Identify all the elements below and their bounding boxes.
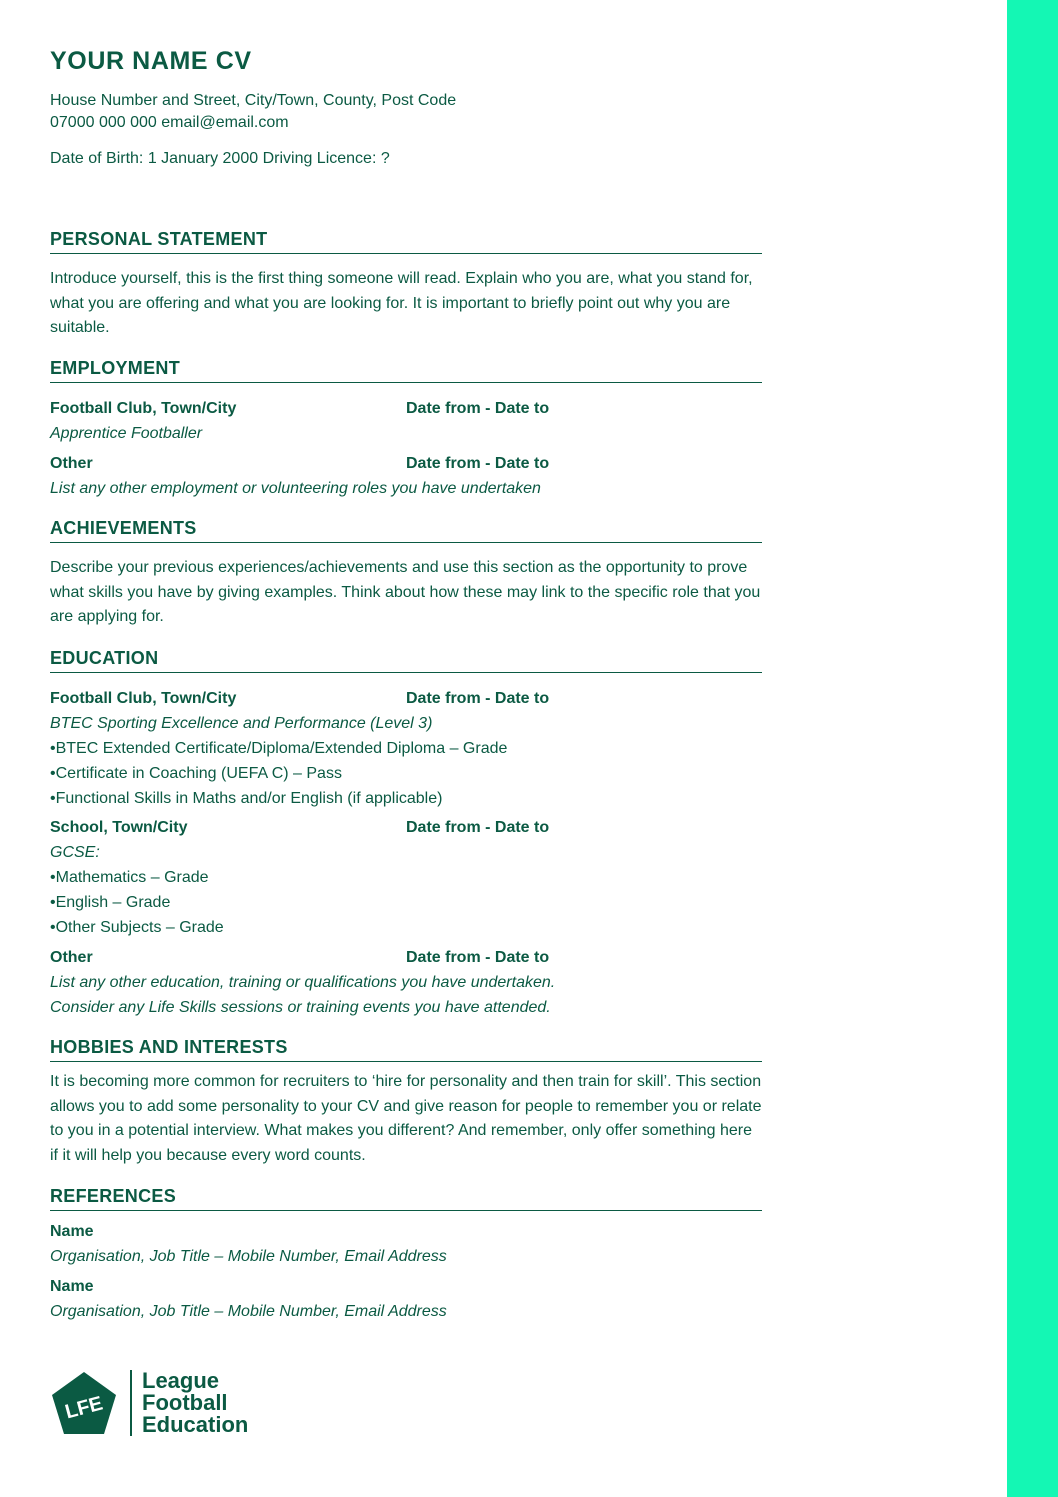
reference-name: Name [50,1223,94,1240]
entry-organisation: Football Club, Town/City [50,690,237,707]
section-heading-education: EDUCATION [50,647,762,673]
entry-dates: Date from - Date to [406,400,550,417]
personal-statement-text: Introduce yourself, this is the first thing someone will read. Explain who you are, what you stand for, what you are offering and what you are looking for. It is important to briefly point out why you are suitable. [50,270,753,336]
section-heading-hobbies: HOBBIES AND INTERESTS [50,1036,762,1062]
entry-description: Consider any Life Skills sessions or training events you have attended. [50,999,551,1016]
logo-line: Education [142,1412,249,1437]
list-item: • Functional Skills in Maths and/or English (if applicable) [50,786,762,811]
section-heading-personal-statement: PERSONAL STATEMENT [50,228,762,254]
reference-entry [50,1219,762,1269]
entry-dates: Date from - Date to [406,690,550,707]
cv-title: YOUR NAME CV [50,47,252,75]
list-item: • Mathematics – Grade [50,865,762,890]
logo-wordmark [130,1370,248,1436]
section-heading-employment: EMPLOYMENT [50,357,762,383]
list-item: • BTEC Extended Certificate/Diploma/Extended Diploma – Grade [50,736,762,761]
section-heading-achievements: ACHIEVEMENTS [50,517,762,543]
entry-organisation: Other [50,455,93,472]
logo-line: Football [142,1390,228,1415]
accent-stripe [1007,0,1058,1497]
contact-block [50,90,456,134]
entry-dates: Date from - Date to [406,949,550,966]
entry-role: List any other employment or volunteering roles you have undertaken [50,480,541,497]
qualification-list [50,865,762,940]
list-item: • Other Subjects – Grade [50,915,762,940]
achievements-text: Describe your previous experiences/achievements and use this section as the opportunity to prove what skills you have by giving examples. Think about how these may link to the specific role that you are applying for. [50,559,761,625]
reference-detail: Organisation, Job Title – Mobile Number, Email Address [50,1248,447,1265]
education-entry [50,945,762,1020]
hobbies-text: It is becoming more common for recruiters to ‘hire for personality and then train for skill’. This section allows you to add some personality to your CV and give reason for people to remember you or relate to you in a potential interview. What makes you different? And remember, only offer something here if it will help you because every word counts. [50,1073,762,1164]
entry-dates: Date from - Date to [406,819,550,836]
entry-organisation: School, Town/City [50,819,188,836]
section-heading-references: REFERENCES [50,1185,762,1211]
lfe-logo [50,1370,248,1436]
pentagon-logo-icon [50,1370,118,1436]
qualification-list [50,736,762,811]
logo-mark: LFE [62,1392,106,1424]
education-entry [50,815,762,940]
list-item: • Certificate in Coaching (UEFA C) – Pass [50,761,762,786]
entry-dates: Date from - Date to [406,455,550,472]
entry-organisation: Other [50,949,93,966]
entry-description: List any other education, training or qualifications you have undertaken. [50,974,556,991]
entry-organisation: Football Club, Town/City [50,400,237,417]
entry-qualification: BTEC Sporting Excellence and Performance (Level 3) [50,715,433,732]
entry-role: Apprentice Footballer [50,425,203,442]
phone-email: 07000 000 000 email@email.com [50,114,289,131]
address: House Number and Street, City/Town, County, Post Code [50,92,457,109]
entry-qualification: GCSE: [50,844,100,861]
employment-entry [50,396,762,446]
employment-entry [50,451,762,501]
logo-line: League [142,1368,220,1393]
reference-entry [50,1274,762,1324]
education-entry [50,686,762,811]
reference-detail: Organisation, Job Title – Mobile Number, Email Address [50,1303,447,1320]
list-item: • English – Grade [50,890,762,915]
dob-licence: Date of Birth: 1 January 2000 Driving Licence: ? [50,150,390,167]
reference-name: Name [50,1278,94,1295]
